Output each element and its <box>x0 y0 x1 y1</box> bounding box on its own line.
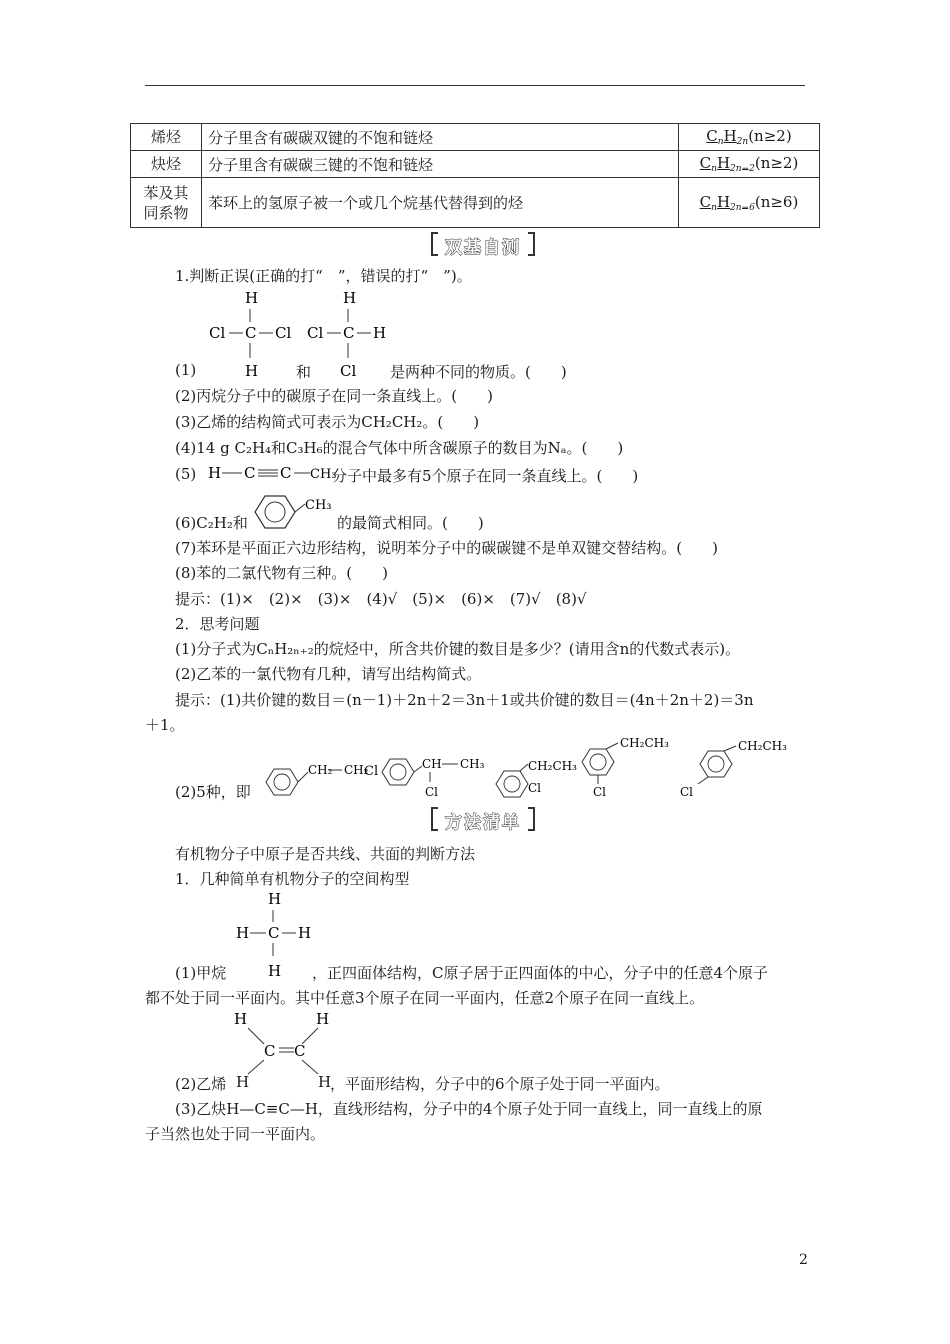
svg-text:H: H <box>268 962 282 980</box>
svg-text:CH₂CH₃: CH₂CH₃ <box>620 736 669 750</box>
row-desc: 分子里含有碳碳双键的不饱和链烃 <box>202 124 679 151</box>
q1-s1-and: 和 <box>296 363 312 381</box>
svg-text:Cl: Cl <box>680 785 694 799</box>
method-m1-prefix: (1)甲烷 <box>175 964 227 982</box>
svg-text:CH₂CH₃: CH₂CH₃ <box>528 759 577 773</box>
q1-s5-prefix: (5) <box>175 465 197 483</box>
q1-s6-prefix: (6)C₂H₂和 <box>175 514 248 532</box>
row-desc: 分子里含有碳碳三键的不饱和链烃 <box>202 151 679 178</box>
method-m2-suffix: ，平面形结构，分子中的6个原子处于同一平面内。 <box>330 1075 670 1093</box>
q1-s2: (2)丙烷分子中的碳原子在同一条直线上。( ) <box>175 387 493 405</box>
methane-structure <box>232 888 322 984</box>
q1-s1-prefix: (1) <box>175 361 197 379</box>
q1-s7: (7)苯环是平面正六边形结构，说明苯分子中的碳碳键不是单双键交替结构。( ) <box>175 539 718 557</box>
svg-text:H: H <box>245 289 259 307</box>
svg-text:C: C <box>245 324 257 342</box>
q2-hint2-prefix: (2)5种，即 <box>175 783 251 801</box>
svg-text:H: H <box>298 924 312 942</box>
q2-hint1b: ＋1。 <box>145 716 185 734</box>
svg-text:C: C <box>264 1042 276 1060</box>
q1-s1-suffix: 是两种不同的物质。( ) <box>390 363 567 381</box>
svg-text:CH₂: CH₂ <box>308 763 333 777</box>
svg-text:H: H <box>208 464 222 482</box>
table-row <box>131 151 820 178</box>
q1-s5-suffix: 分子中最多有5个原子在同一条直线上。( ) <box>332 467 639 485</box>
row-formula: $C_nH_{2n}(n\ge 2)$ <box>679 124 820 151</box>
q1-s3: (3)乙烯的结构简式可表示为CH₂CH₂。( ) <box>175 413 480 431</box>
row-formula: $C_nH_{2n-2}(n\ge 2)$ <box>679 151 820 178</box>
svg-text:C: C <box>268 924 280 942</box>
svg-text:CH₃: CH₃ <box>310 467 337 482</box>
row-name: 苯及其 同系物 <box>131 178 202 228</box>
svg-text:Cl: Cl <box>209 324 226 342</box>
svg-text:C: C <box>280 464 292 482</box>
method-m2-prefix: (2)乙烯 <box>175 1075 227 1093</box>
ethylene-h-left: H <box>236 1073 250 1091</box>
svg-text:CH₂CH₃: CH₂CH₃ <box>738 739 787 753</box>
row-formula: $C_nH_{2n-6}(n\ge 6)$ <box>679 178 820 228</box>
svg-text:H: H <box>343 289 357 307</box>
q1-s4: (4)14 g C₂H₄和C₃H₆的混合气体中所含碳原子的数目为Nₐ。( ) <box>175 439 624 457</box>
svg-text:Cl: Cl <box>340 362 357 380</box>
svg-text:CH₃: CH₃ <box>460 757 485 771</box>
svg-text:H: H <box>268 890 282 908</box>
q2-p1: (1)分子式为CₙH₂ₙ₊₂的烷烃中，所含共价键的数目是多少？(请用含n的代数式表示)。 <box>175 640 741 658</box>
svg-text:Cl: Cl <box>528 781 542 795</box>
svg-text:C: C <box>343 324 355 342</box>
method-m3-line1: (3)乙炔H—C≡C—H，直线形结构，分子中的4个原子处于同一直线上，同一直线上的原 <box>175 1100 763 1118</box>
svg-text:CH₂: CH₂ <box>344 763 369 777</box>
q2-p2: (2)乙苯的一氯代物有几种，请写出结构简式。 <box>175 665 482 683</box>
svg-text:C: C <box>244 464 256 482</box>
table-row <box>131 178 820 228</box>
q2-hint1: 提示：(1)共价键的数目＝(n－1)＋2n＋2＝3n＋1或共价键的数目＝(4n＋2n＋2)＝3n <box>175 691 754 709</box>
svg-text:Cl: Cl <box>593 785 607 799</box>
page-number: 2 <box>799 1252 808 1268</box>
row-name: 烯烃 <box>131 124 202 151</box>
svg-text:Cl: Cl <box>425 785 439 799</box>
toluene-structure <box>245 492 337 532</box>
hydrocarbon-table <box>130 123 820 228</box>
table-row <box>131 124 820 151</box>
row-name: 炔烃 <box>131 151 202 178</box>
svg-text:H: H <box>373 324 387 342</box>
q1-title: 1.判断正误(正确的打“ ”，错误的打“ ”)。 <box>175 267 472 285</box>
svg-text:H: H <box>236 924 250 942</box>
svg-text:C: C <box>294 1042 306 1060</box>
method-m1-line2: 都不处于同一平面内。其中任意3个原子在同一平面内，任意2个原子在同一直线上。 <box>145 989 705 1007</box>
method-intro: 有机物分子中原子是否共线、共面的判断方法 <box>175 845 476 863</box>
svg-text:H: H <box>234 1010 248 1028</box>
method-m3-line2: 子当然也处于同一平面内。 <box>145 1125 326 1143</box>
q1-s6-suffix: 的最简式相同。( ) <box>337 514 484 532</box>
svg-text:Cl: Cl <box>364 764 379 779</box>
method-m1-suffix: ，正四面体结构，C原子居于正四面体的中心，分子中的任意4个原子 <box>312 964 769 982</box>
section-banner-self-test: 双基自测 <box>428 234 538 256</box>
row-desc: 苯环上的氢原子被一个或几个烷基代替得到的烃 <box>202 178 679 228</box>
svg-text:Cl: Cl <box>275 324 292 342</box>
q1-s8: (8)苯的二氯代物有三种。( ) <box>175 564 388 582</box>
svg-text:Cl: Cl <box>307 324 324 342</box>
header-rule <box>145 85 805 86</box>
q2-title: 2．思考问题 <box>175 615 260 633</box>
svg-text:H: H <box>245 362 259 380</box>
svg-text:CH: CH <box>422 757 442 771</box>
method-h1: 1．几种简单有机物分子的空间构型 <box>175 870 410 888</box>
section-banner-method: 方法清单 <box>428 809 538 831</box>
q1-hint: 提示：(1)× (2)× (3)× (4)√ (5)× (6)× (7)√ (8)√ <box>175 590 587 608</box>
svg-text:CH₃: CH₃ <box>305 498 332 513</box>
chloroethylbenzene-structures <box>262 736 832 800</box>
svg-text:H: H <box>316 1010 330 1028</box>
ethylene-h-right: H <box>318 1073 332 1091</box>
propyne-structure <box>206 460 337 486</box>
